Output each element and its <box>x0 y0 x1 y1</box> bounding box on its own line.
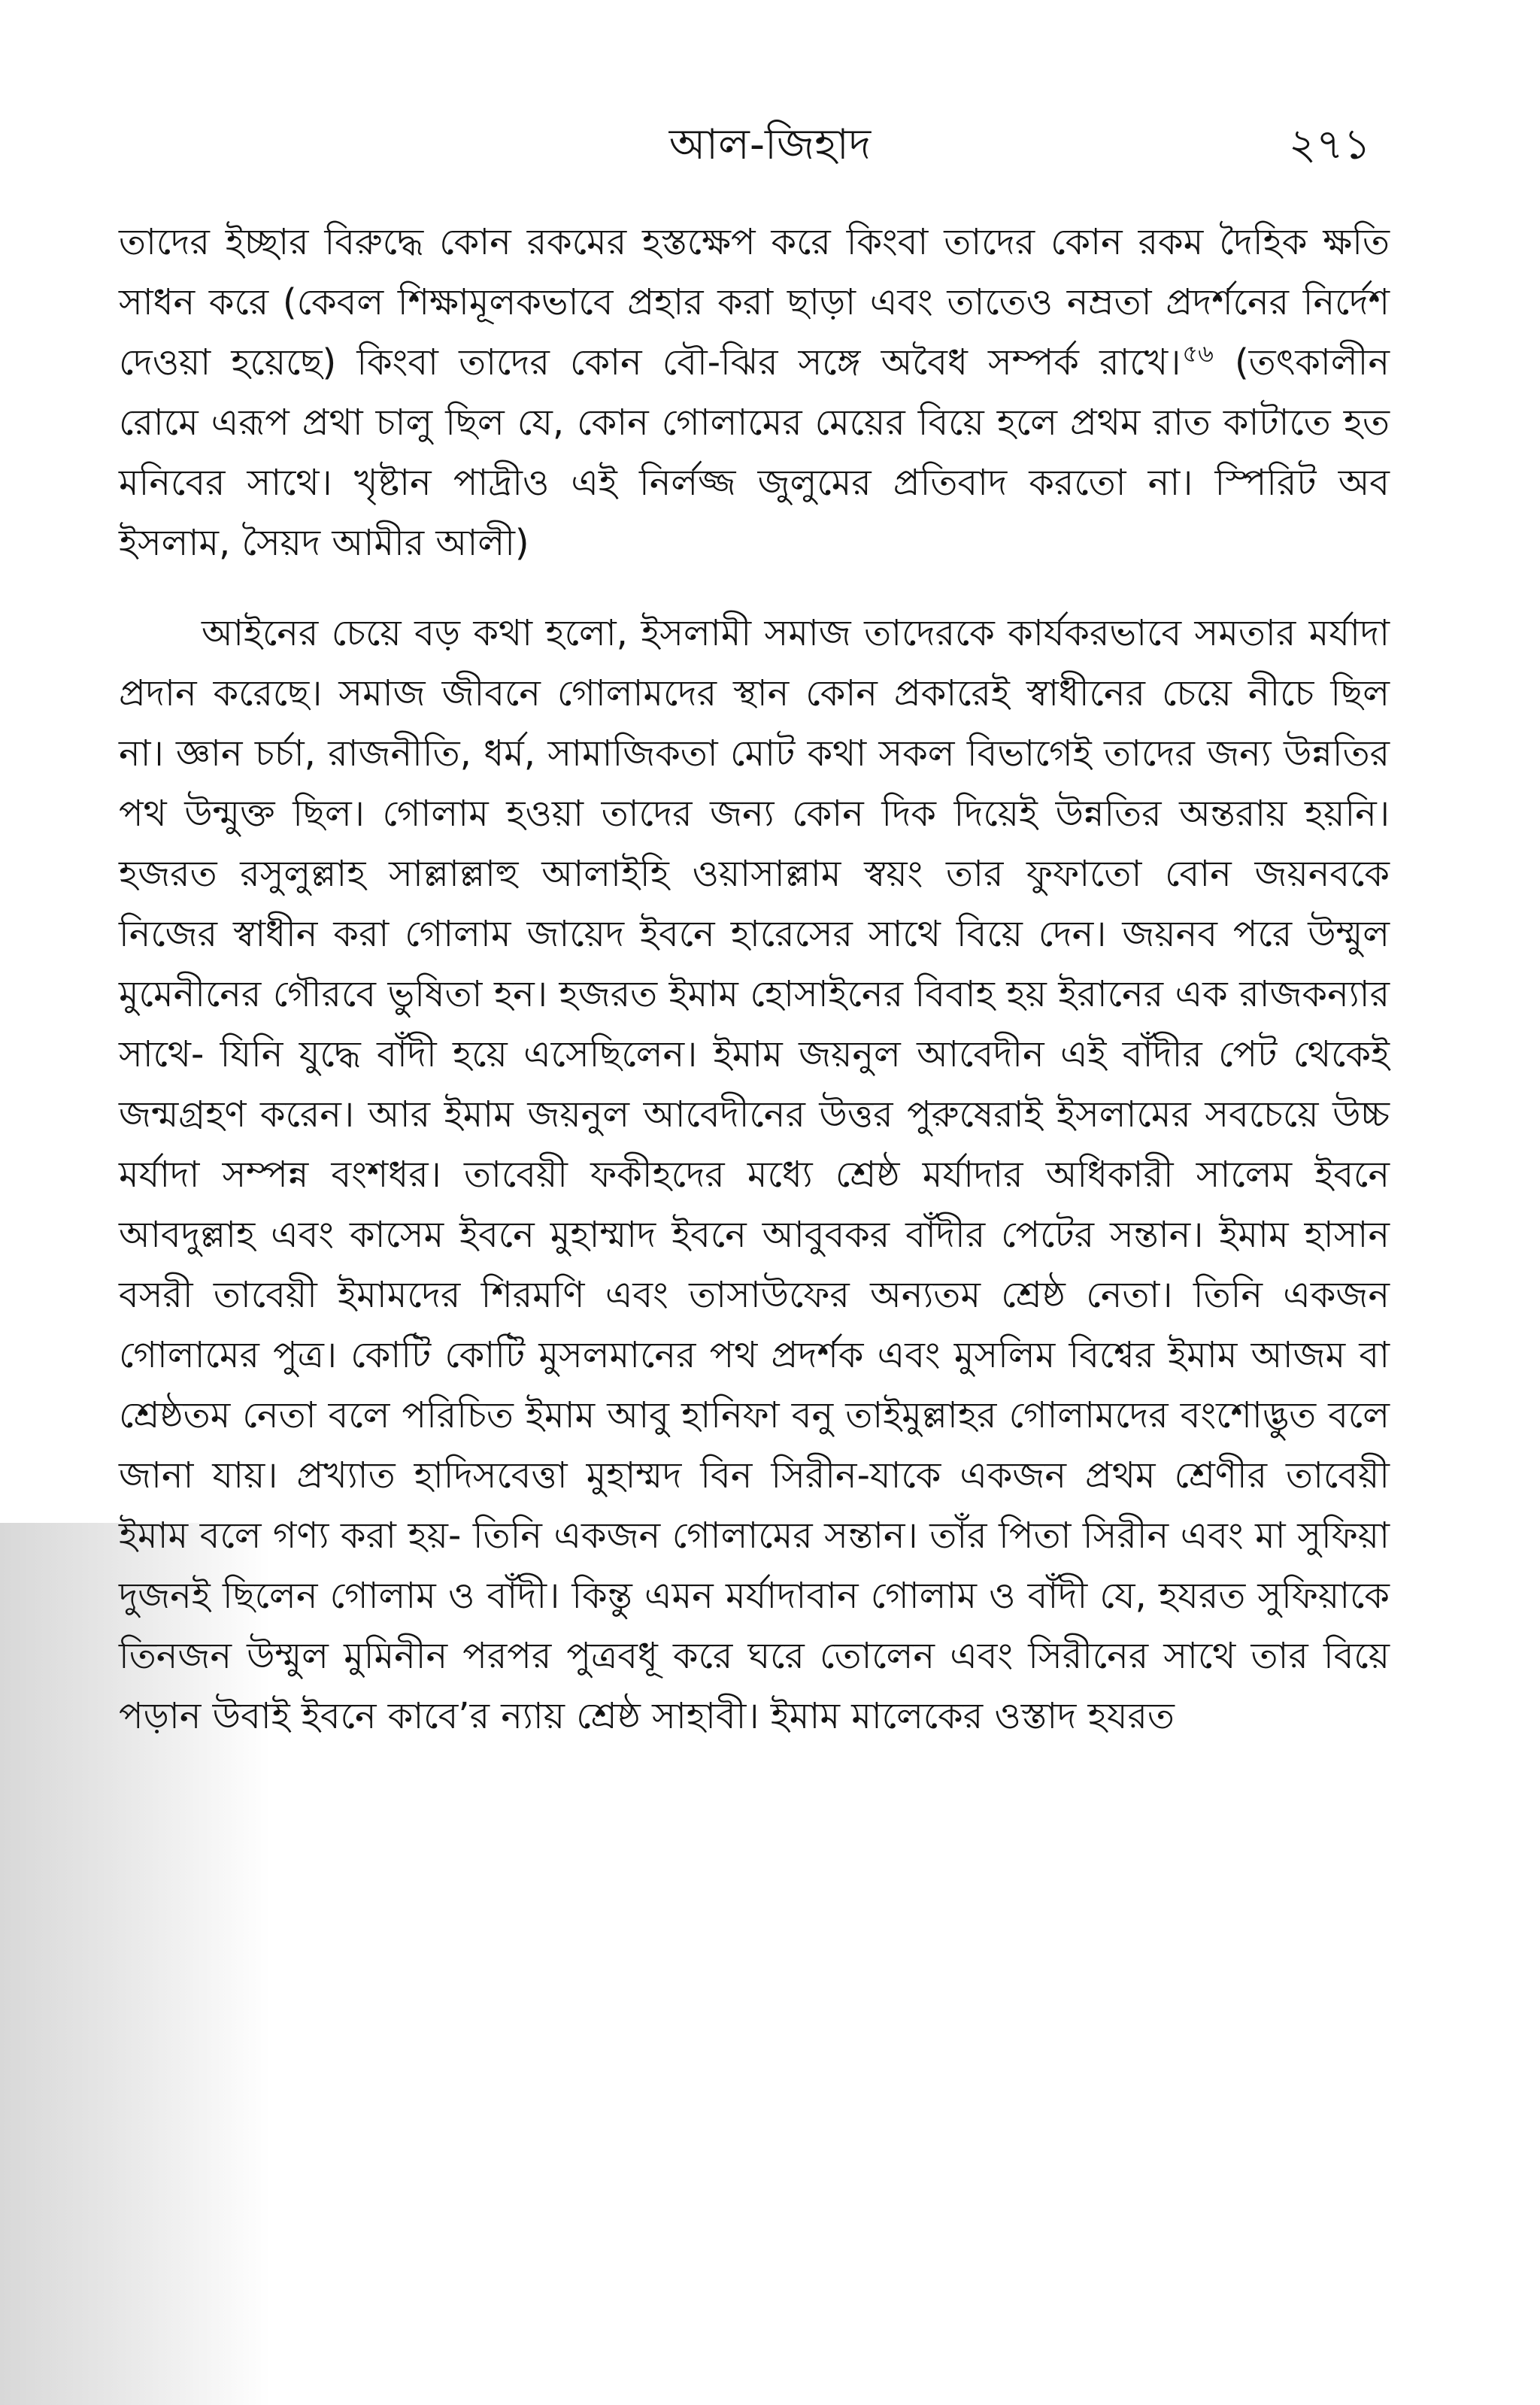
page-number: ২৭১ <box>1288 120 1371 169</box>
paragraph-continued <box>119 212 1390 573</box>
paragraph-text: তাদের ইচ্ছার বিরুদ্ধে কোন রকমের হস্তক্ষেপ করে কিংবা তাদের কোন রকম দৈহিক ক্ষতি সাধন করে (কেবল শিক্ষামূলকভাবে প্রহার করা ছাড়া এবং তাতেও নম্রতা প্রদর্শনের নির্দেশ দেওয়া হয়েছে) কিংবা তাদের কোন বৌ-ঝির সঙ্গে অবৈধ সম্পর্ক রাখে। <box>119 221 1390 384</box>
body-text <box>119 212 1390 1746</box>
paragraph: আইনের চেয়ে বড় কথা হলো, ইসলামী সমাজ তাদেরকে কার্যকরভাবে সমতার মর্যাদা প্রদান করেছে। সমাজ জীবনে গোলামদের স্থান কোন প্রকারেই স্বাধীনের চেয়ে নীচে ছিল না। জ্ঞান চর্চা, রাজনীতি, ধর্ম, সামাজিকতা মোট কথা সকল বিভাগেই তাদের জন্য উন্নতির পথ উন্মুক্ত ছিল। গোলাম হওয়া তাদের জন্য কোন দিক দিয়েই উন্নতির অন্তরায় হয়নি। হজরত রসুলুল্লাহ সাল্লাল্লাহু আলাইহি ওয়াসাল্লাম স্বয়ং তার ফুফাতো বোন জয়নবকে নিজের স্বাধীন করা গোলাম জায়েদ ইবনে হারেসের সাথে বিয়ে দেন। জয়নব পরে উম্মুল মুমেনীনের গৌরবে ভুষিতা হন। হজরত ইমাম হোসাইনের বিবাহ হয় ইরানের এক রাজকন্যার সাথে- যিনি যুদ্ধে বাঁদী হয়ে এসেছিলেন। ইমাম জয়নুল আবেদীন এই বাঁদীর পেট থেকেই জন্মগ্রহণ করেন। আর ইমাম জয়নুল আবেদীনের উত্তর পুরুষেরাই ইসলামের সবচেয়ে উচ্চ মর্যাদা সম্পন্ন বংশধর। তাবেয়ী ফকীহদের মধ্যে শ্রেষ্ঠ মর্যাদার অধিকারী সালেম ইবনে আবদুল্লাহ এবং কাসেম ইবনে মুহাম্মাদ ইবনে আবুবকর বাঁদীর পেটের সন্তান। ইমাম হাসান বসরী তাবেয়ী ইমামদের শিরমণি এবং তাসাউফের অন্যতম শ্রেষ্ঠ নেতা। তিনি একজন গোলামের পুত্র। কোটি কোটি মুসলমানের পথ প্রদর্শক এবং মুসলিম বিশ্বের ইমাম আজম বা শ্রেষ্ঠতম নেতা বলে পরিচিত ইমাম আবু হানিফা বনু তাইমুল্লাহর গোলামদের বংশোদ্ভুত বলে জানা যায়। প্রখ্যাত হাদিসবেত্তা মুহাম্মদ বিন সিরীন-যাকে একজন প্রথম শ্রেণীর তাবেয়ী ইমাম বলে গণ্য করা হয়- তিনি একজন গোলামের সন্তান। তাঁর পিতা সিরীন এবং মা সুফিয়া দুজনই ছিলেন গোলাম ও বাঁদী। কিন্তু এমন মর্যাদাবান গোলাম ও বাঁদী যে, হযরত সুফিয়াকে তিনজন উম্মুল মুমিনীন পরপর পুত্রবধূ করে ঘরে তোলেন এবং সিরীনের সাথে তার বিয়ে পড়ান উবাই ইবনে কাবে’র ন্যায় শ্রেষ্ঠ সাহাবী। ইমাম মালেকের ওস্তাদ হযরত <box>119 612 1390 1737</box>
paragraph-text: (তৎকালীন রোমে এরূপ প্রথা চালু ছিল যে, কোন গোলামের মেয়ের বিয়ে হলে প্রথম রাত কাটাতে হত মনিবের সাথে। খৃষ্টান পাদ্রীও এই নির্লজ্জ জুলুমের প্রতিবাদ করতো না। স্পিরিট অব ইসলাম, সৈয়দ আমীর আলী) <box>119 341 1390 564</box>
footnote-reference: ৫৬ <box>1182 339 1214 368</box>
page-title: আল-জিহাদ <box>668 120 872 169</box>
running-header <box>0 113 1540 180</box>
